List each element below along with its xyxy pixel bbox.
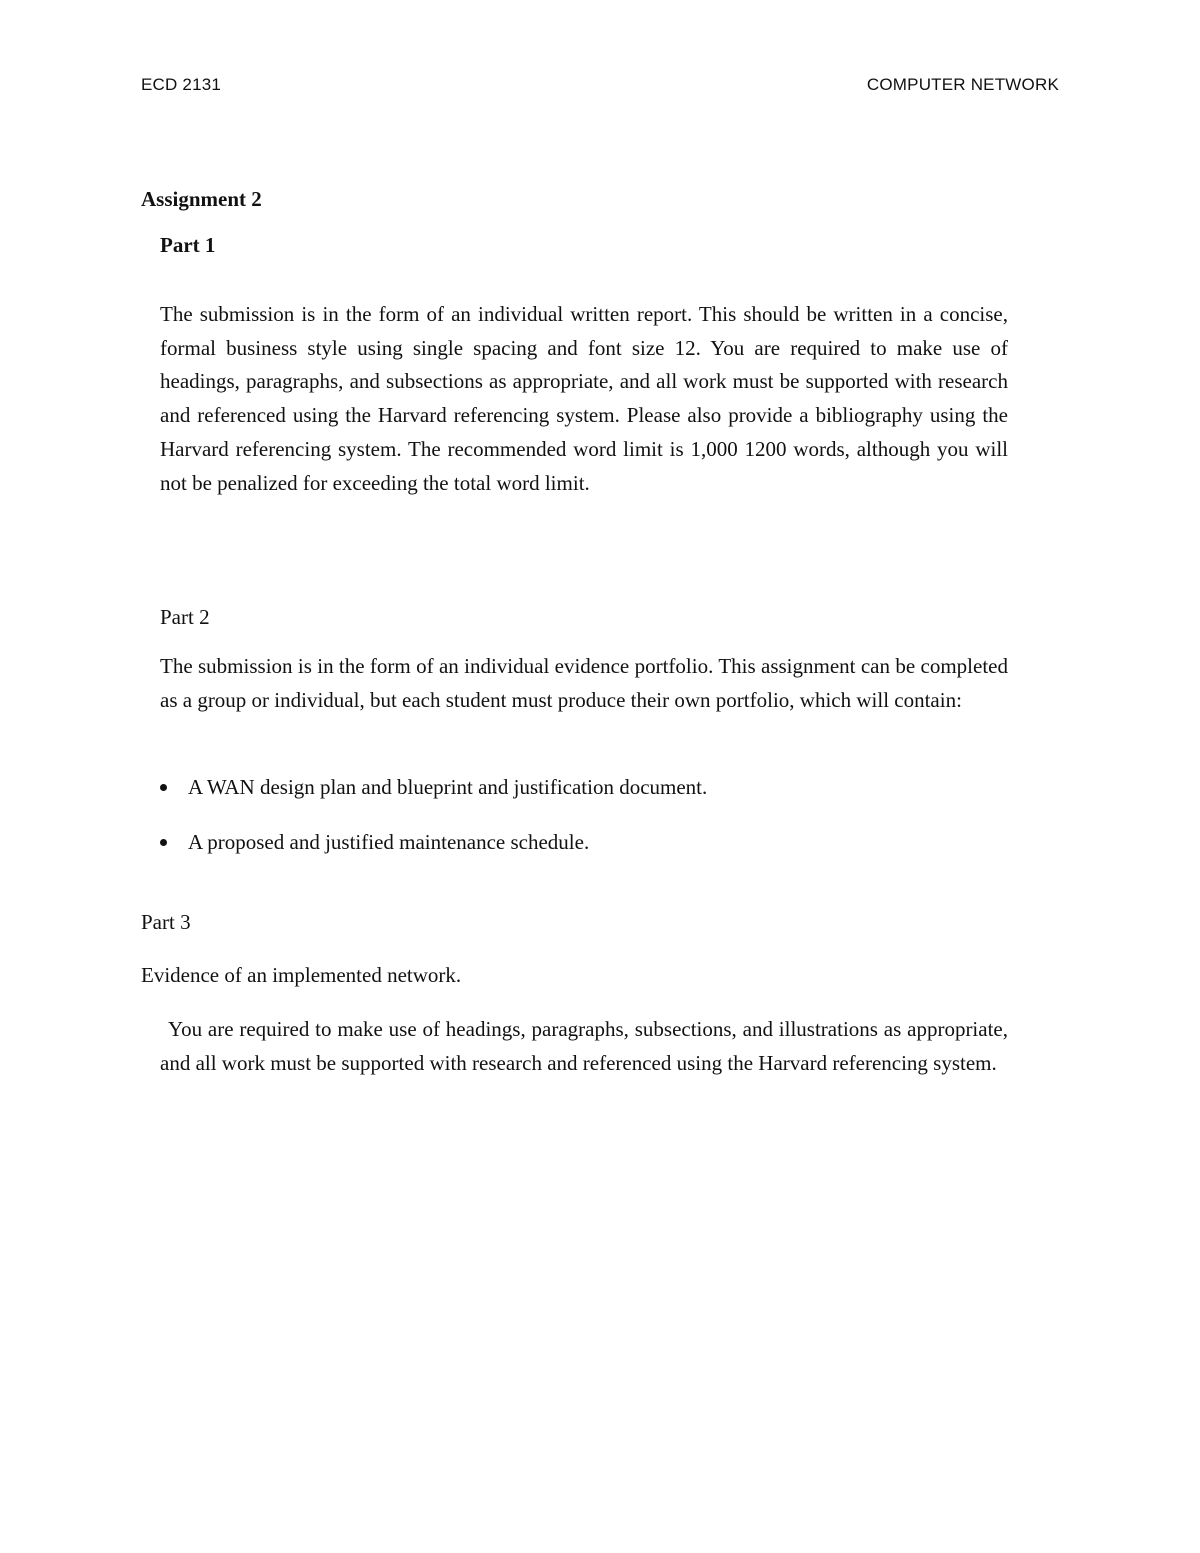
header-course-title: COMPUTER NETWORK	[866, 75, 1059, 94]
bullet-icon	[160, 784, 167, 791]
list-item-text: A proposed and justified maintenance schedule.	[188, 830, 590, 854]
part2-bullet-list	[160, 772, 707, 882]
list-item	[160, 772, 707, 827]
part3-paragraph: You are required to make use of headings, paragraphs, subsections, and illustrations as appropriate, and all work must be supported with research and referenced using the Harvard referencing system.	[160, 1017, 1008, 1075]
part1-heading: Part 1	[160, 233, 216, 257]
header-course-code: ECD 2131	[141, 75, 222, 94]
part3-intro-line: Evidence of an implemented network.	[141, 963, 462, 987]
part3-heading: Part 3	[141, 910, 191, 934]
bullet-icon	[160, 839, 167, 846]
document-title: Assignment 2	[141, 187, 262, 211]
part2-paragraph: The submission is in the form of an individual evidence portfolio. This assignment can be completed as a group or individual, but each student must produce their own portfolio, which will contain:	[160, 654, 1008, 712]
part1-paragraph: The submission is in the form of an individual written report. This should be written in a concise, formal business style using single spacing and font size 12. You are required to make use of headings, paragraphs, and subsections as appropriate, and all work must be supported with research and referenced using the Harvard referencing system. Please also provide a bibliography using the Harvard referencing system. The recommended word limit is 1,000 1200 words, although you will not be penalized for exceeding the total word limit.	[160, 302, 1008, 495]
part2-heading: Part 2	[160, 605, 210, 629]
list-item-text: A WAN design plan and blueprint and justification document.	[188, 775, 708, 799]
list-item	[160, 827, 707, 882]
